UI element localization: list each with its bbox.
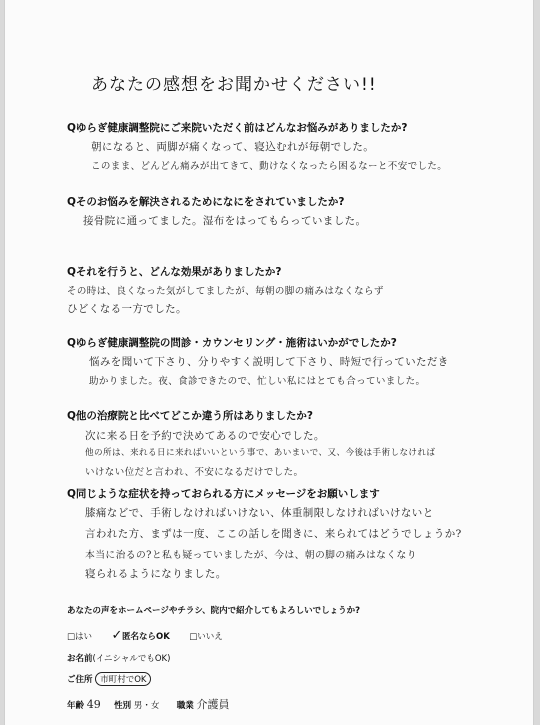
job-value[interactable]: 介護員 — [196, 698, 230, 711]
answer-4-line-2: 助かりました。夜、食診できたので、忙しい私にはとても合っていました。 — [89, 376, 426, 387]
check-mark-icon: ✓ — [111, 628, 123, 643]
name-label: お名前 — [67, 654, 93, 664]
question-4: Qゆらぎ健康調整院の問診・カウンセリング・施術はいかがでしたか? — [67, 337, 397, 349]
gender-value[interactable]: 男・女 — [133, 701, 160, 711]
answer-4-line-1: 悩みを聞いて下さり、分りやすく説明して下さり、時短で行っていただき — [89, 356, 449, 368]
answer-5-line-2: 他の所は、来れる日に来ればいいという事で、あいまいで、又、今後は手術しなければ — [85, 448, 436, 458]
name-field[interactable] — [67, 652, 170, 664]
answer-3-line-1: その時は、良くなった気がしてましたが、毎朝の脚の痛みはなくならず — [67, 286, 384, 297]
question-3: Qそれを行うと、どんな効果がありましたか? — [67, 266, 282, 278]
consent-anonymous-option[interactable]: 匿名ならOK — [122, 632, 170, 642]
answer-1-line-2: このまま、どんどん痛みが出てきて、動けなくなったら困るなーと不安でした。 — [91, 161, 448, 172]
answer-6-line-3: 本当に治るの?と私も疑っていましたが、今は、朝の脚の痛みはなくなり — [85, 550, 417, 561]
answer-2-line-1: 接骨院に通ってました。湿布をはってもらっていました。 — [83, 215, 367, 227]
address-label: ご住所 — [67, 675, 93, 685]
age-value[interactable]: 49 — [86, 698, 101, 711]
questionnaire-sheet — [4, 0, 534, 725]
consent-options — [67, 628, 223, 643]
answer-6-line-4: 寝られるようになりました。 — [85, 568, 227, 580]
address-field[interactable] — [67, 672, 151, 686]
question-6: Q同じような症状を持っておられる方にメッセージをお願いします — [67, 488, 380, 500]
answer-5-line-1: 次に来る日を予約で決めてあるので安心でした。 — [85, 430, 325, 442]
gender-label: 性別 — [114, 701, 132, 711]
consent-question: あなたの声をホームページやチラシ、院内で紹介してもよろしいでしょうか? — [67, 606, 361, 616]
age-label: 年齢 — [67, 701, 85, 711]
address-value: 市町村でOK — [95, 672, 151, 686]
profile-row — [67, 696, 229, 712]
consent-no-checkbox[interactable]: □いいえ — [189, 632, 223, 642]
answer-6-line-2: 言われた方、まずは一度、ここの話しを聞きに、来られてはどうでしょうか? — [85, 528, 462, 540]
question-1: Qゆらぎ健康調整院にご来院いただく前はどんなお悩みがありましたか? — [67, 122, 408, 134]
answer-6-line-1: 膝痛などで、手術しなければいけない、体重制限しなければいけないと — [85, 507, 434, 519]
answer-5-line-3: いけない位だと言われ、不安になるだけでした。 — [85, 467, 304, 478]
answer-3-line-2: ひどくなる一方でした。 — [67, 303, 187, 315]
consent-yes-checkbox[interactable]: □はい — [67, 632, 93, 642]
question-2: Qそのお悩みを解決されるためになにをされていましたか? — [67, 196, 345, 208]
page-title: あなたの感想をお聞かせください!! — [91, 75, 377, 95]
job-label: 職業 — [176, 701, 194, 711]
question-5: Q他の治療院と比べてどこか違う所はありましたか? — [67, 410, 314, 422]
answer-1-line-1: 朝になると、両脚が痛くなって、寝込むれが毎朝でした。 — [91, 141, 375, 153]
name-hint: (イニシャルでもOK) — [92, 654, 171, 664]
